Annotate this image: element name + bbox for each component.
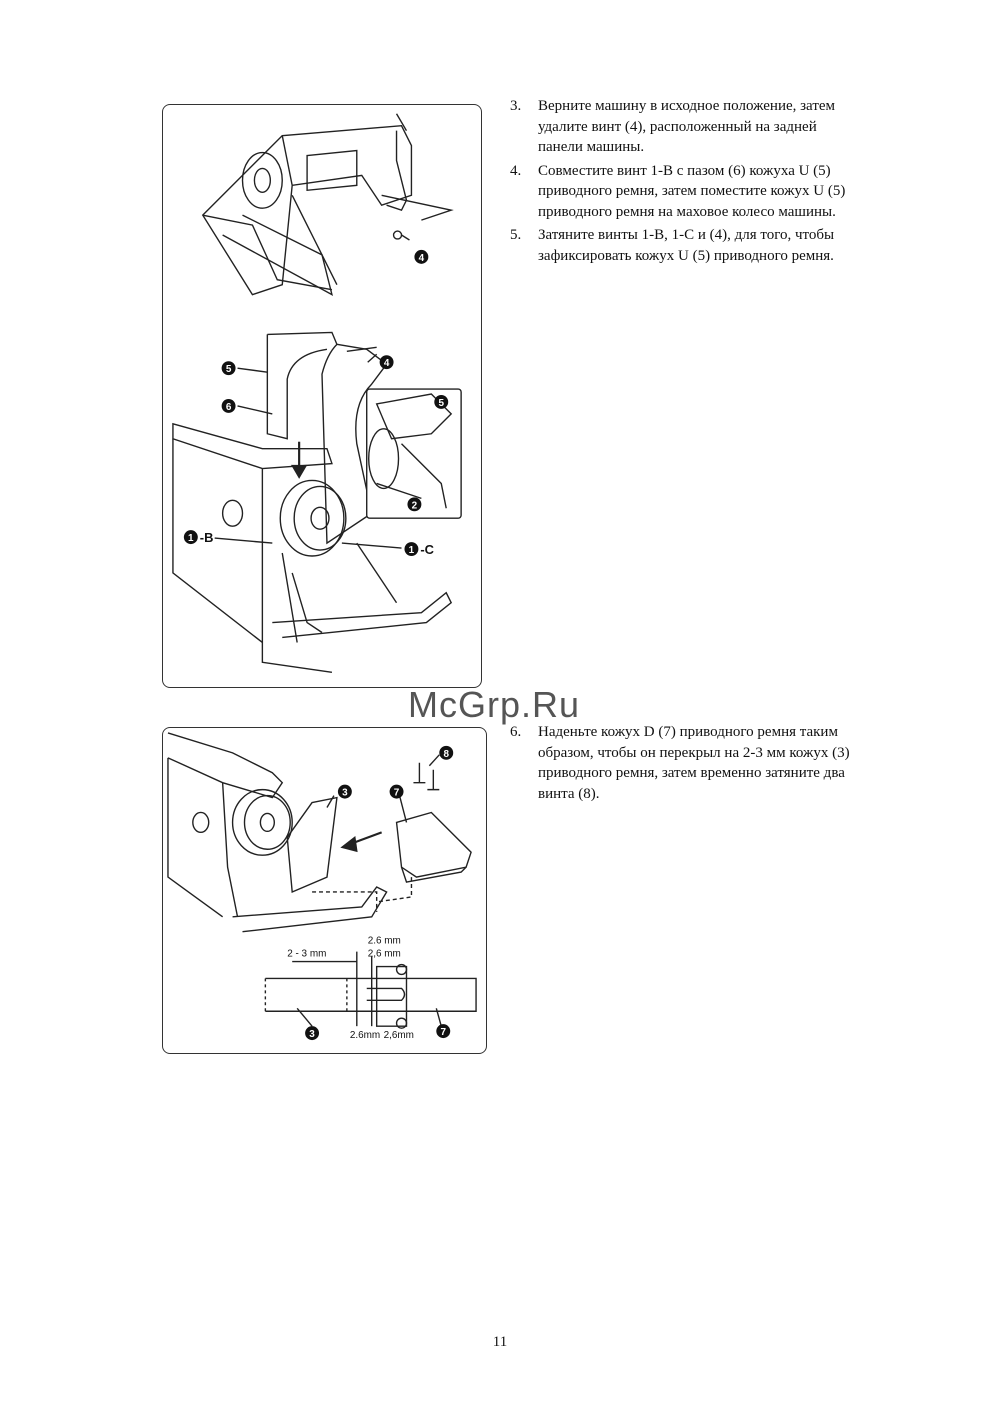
callout-5-a: 5 <box>225 364 232 376</box>
callout-1c-num: 1 <box>408 545 415 557</box>
dim-a1: 2.6 mm <box>367 935 401 947</box>
step-item <box>510 161 855 223</box>
step-text: Наденьте кожух D (7) приводного ремня таким образом, чтобы он перекрыл на 2-3 мм кожух (3) приводного ремня, затем временно затяните два винта (8). <box>538 724 850 802</box>
callout-1b-suffix: -B <box>199 530 214 546</box>
dim-b1: 2.6mm <box>349 1030 381 1042</box>
callout-7-b: 7 <box>440 1027 447 1039</box>
figure-belt-cover-u <box>162 104 482 688</box>
figure-belt-cover-d-drawing <box>163 728 486 1053</box>
callout-2: 2 <box>411 500 418 512</box>
step-text: Затяните винты 1-B, 1-C и (4), для того, чтобы зафиксировать кожух U (5) приводного ремня. <box>538 227 835 264</box>
step-number: 6. <box>510 724 522 740</box>
page-number: 11 <box>492 1334 508 1350</box>
callout-8: 8 <box>443 748 450 760</box>
figure-belt-cover-d <box>162 727 487 1054</box>
step-text: Совместите винт 1-B с пазом (6) кожуха U (5) приводного ремня, затем поместите кожух U (5) приводного ремня на маховое колесо машины. <box>538 162 846 220</box>
callout-5-b: 5 <box>438 397 445 409</box>
dim-b2: 2,6mm <box>383 1030 414 1042</box>
callout-7-a: 7 <box>393 787 400 799</box>
callout-1b-num: 1 <box>188 533 194 545</box>
step-number: 5. <box>510 227 522 243</box>
step-item <box>510 722 855 804</box>
step-item <box>510 225 855 266</box>
callout-4-a: 4 <box>418 252 425 264</box>
step-item <box>510 96 855 158</box>
step-number: 3. <box>510 98 522 114</box>
steps-list-b <box>510 722 855 807</box>
step-text: Верните машину в исходное положение, затем удалите винт (4), расположенный на задней панели машины. <box>538 98 836 155</box>
callout-1c-suffix: -C <box>420 542 435 558</box>
watermark: McGrp.Ru <box>408 684 581 725</box>
figure-belt-cover-u-drawing <box>163 105 481 687</box>
steps-list-a <box>510 96 855 269</box>
callout-6: 6 <box>225 401 232 413</box>
dim-gap: 2 - 3 mm <box>287 948 327 960</box>
step-number: 4. <box>510 162 522 179</box>
dim-a2: 2,6 mm <box>367 948 401 960</box>
callout-3-b: 3 <box>309 1029 315 1041</box>
callout-4-b: 4 <box>383 358 390 370</box>
callout-3-a: 3 <box>342 787 348 799</box>
